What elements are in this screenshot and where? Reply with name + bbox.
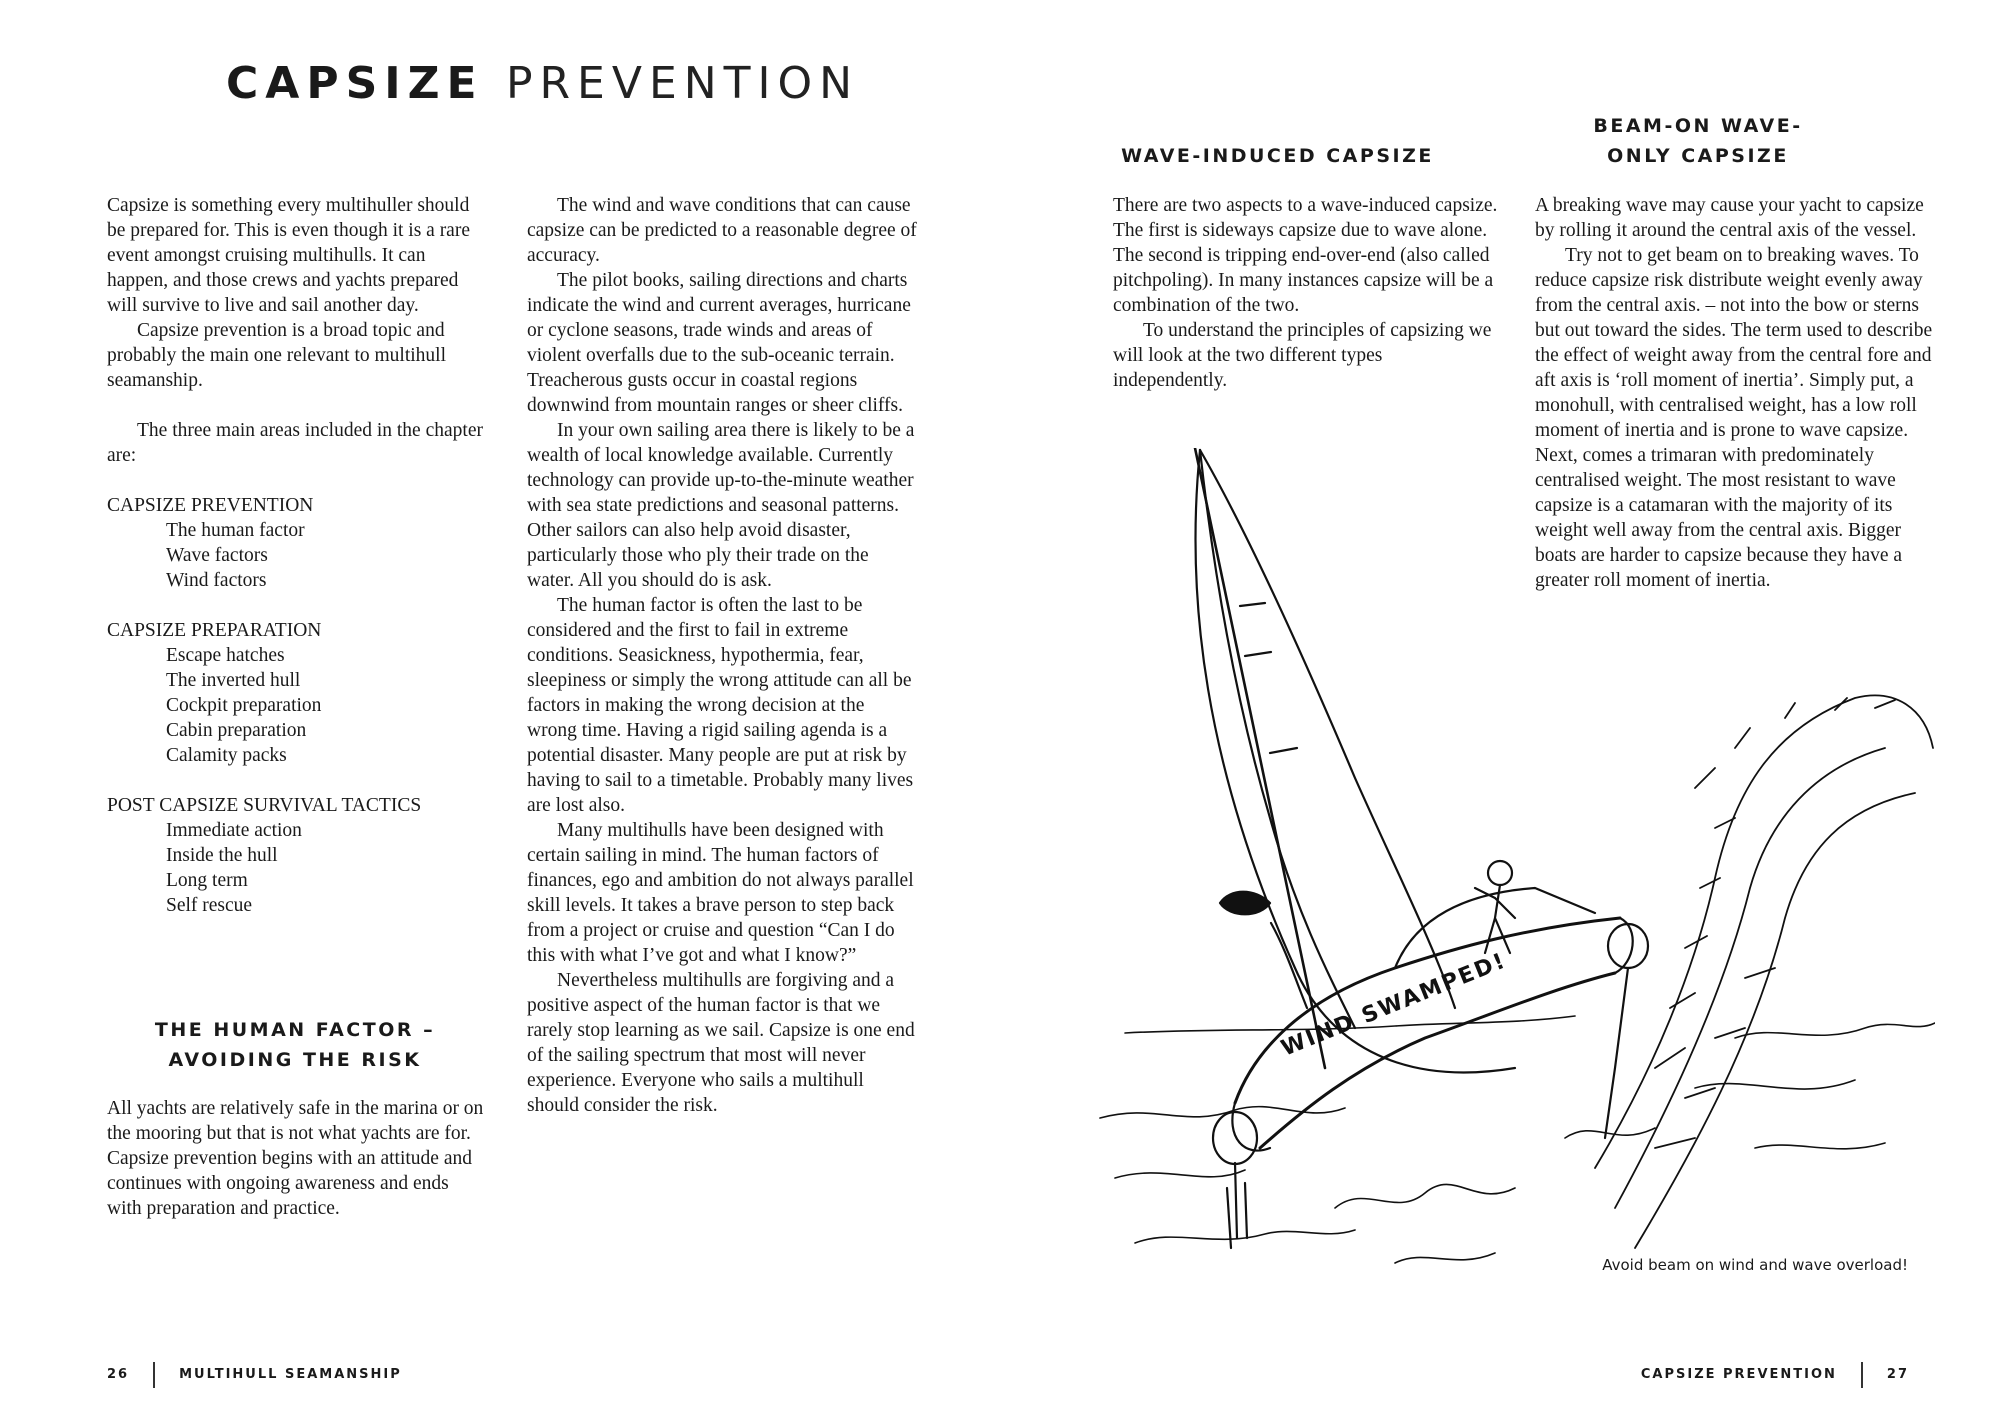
- running-title-left: MULTIHULL SEAMANSHIP: [179, 1367, 402, 1382]
- body-paragraph: A breaking wave may cause your yacht to capsize by rolling it around the central axis of the vessel.: [1535, 195, 1924, 241]
- section-heading-preparation: CAPSIZE PREPARATION: [107, 620, 322, 641]
- footer-right: [1641, 1362, 1909, 1388]
- list-item: Escape hatches: [166, 645, 285, 666]
- beam-on-heading-wrap: [1568, 111, 1828, 171]
- body-paragraph: Nevertheless multihulls are forgiving and a positive aspect of the human factor is that we rarely stop learning as we sail. Capsize is one end of the sailing spectrum that most will never experience. Everyone who sails a multihull should consider the risk.: [527, 970, 915, 1116]
- human-factor-body: [107, 1096, 487, 1221]
- body-paragraph: The wind and wave conditions that can cause capsize can be predicted to a reasonable degree of accuracy.: [527, 195, 917, 266]
- intro-paragraph-3: The three main areas included in the chapter are:: [107, 420, 483, 466]
- list-item: Immediate action: [166, 820, 302, 841]
- left-column-2: [527, 193, 919, 1118]
- list-item: Calamity packs: [166, 745, 287, 766]
- body-paragraph: To understand the principles of capsizing we will look at the two different types independently.: [1113, 320, 1492, 391]
- wave-induced-heading-wrap: [1115, 141, 1440, 171]
- flying-hat: [1220, 892, 1270, 915]
- chapter-title: [226, 58, 860, 109]
- footer-left: [107, 1362, 402, 1388]
- list-item: Cabin preparation: [166, 720, 307, 741]
- breaking-wave: [1595, 695, 1933, 1248]
- sea-lines: [1100, 1016, 1935, 1263]
- list-item: The human factor: [166, 520, 305, 541]
- body-paragraph: There are two aspects to a wave-induced capsize. The first is sideways capsize due to wave alone. The second is tripping end-over-end (also called pitchpoling). In many instances capsize will be a combination of the two.: [1113, 195, 1498, 316]
- beam-on-heading: BEAM-ON WAVE-ONLY CAPSIZE: [1593, 115, 1803, 167]
- wave-induced-heading: WAVE-INDUCED CAPSIZE: [1121, 145, 1434, 167]
- intro-paragraph-1: Capsize is something every multihuller should be prepared for. This is even though it is a rare event amongst cruising multihulls. It can happen, and those crews and yachts prepared will survive to live and sail another day.: [107, 195, 470, 316]
- footer-divider: [153, 1362, 155, 1388]
- intro-paragraph-2: Capsize prevention is a broad topic and probably the main one relevant to multihull seamanship.: [107, 320, 447, 391]
- body-paragraph: The human factor is often the last to be considered and the first to fail in extreme conditions. Seasickness, hypothermia, fear, sleepiness or simply the wrong attitude can all be factors in making the wrong decision at the wrong time. Having a rigid sailing agenda is a potential disaster. Many people are put at risk by having to sail to a timetable. Probably many lives are lost also.: [527, 595, 914, 816]
- illustration-caption: Avoid beam on wind and wave overload!: [1602, 1256, 1908, 1274]
- list-item: Wind factors: [166, 570, 267, 591]
- section-heading-survival: POST CAPSIZE SURVIVAL TACTICS: [107, 795, 422, 816]
- list-item: Wave factors: [166, 545, 268, 566]
- running-title-right: CAPSIZE PREVENTION: [1640, 1367, 1837, 1382]
- list-item: The inverted hull: [166, 670, 301, 691]
- human-factor-heading: THE HUMAN FACTOR – AVOIDING THE RISK: [154, 1019, 436, 1071]
- list-item: Inside the hull: [166, 845, 278, 866]
- list-item: Cockpit preparation: [166, 695, 322, 716]
- human-factor-heading-wrap: [140, 1015, 450, 1075]
- chapter-title-bold: CAPSIZE: [226, 58, 484, 109]
- section-heading-prevention: CAPSIZE PREVENTION: [107, 495, 314, 516]
- footer-divider: [1861, 1362, 1863, 1388]
- page-number-right: 27: [1886, 1367, 1909, 1382]
- body-paragraph: Try not to get beam on to breaking waves. To reduce capsize risk distribute weight evenly away from the central axis. – not into the bow or sterns but out toward the sides. The term used to describe the effect of weight away from the central fore and aft axis is ‘roll moment of inertia’. Simply put, a monohull, with centralised weight, has a low roll moment of inertia and is prone to wave capsize. Next, comes a trimaran with predominately centralised weight. The most resistant to wave capsize is a catamaran with the majority of its weight well away from the central axis. Bigger boats are harder to capsize because they have a greater roll moment of inertia.: [1535, 245, 1933, 591]
- right-column-1: [1113, 193, 1498, 393]
- human-factor-paragraph: All yachts are relatively safe in the marina or on the mooring but that is not what yachts are for. Capsize prevention begins with an attitude and continues with ongoing awareness and ends with preparation and practice.: [107, 1098, 484, 1219]
- catamaran-capsize-illustration: [1095, 448, 1935, 1288]
- list-item: Self rescue: [166, 895, 253, 916]
- body-paragraph: In your own sailing area there is likely to be a wealth of local knowledge available. Currently technology can provide up-to-the-minute weather with sea state predictions and seasonal patterns. Other sailors can also help avoid disaster, particularly those who ply their trade on the water. All you should do is ask.: [527, 420, 915, 591]
- left-column-1: [107, 193, 487, 918]
- hull: [1213, 888, 1648, 1248]
- page-number-left: 26: [107, 1367, 130, 1382]
- hull-text: WIND SWAMPED!: [1277, 948, 1511, 1062]
- body-paragraph: The pilot books, sailing directions and charts indicate the wind and current averages, hurricane or cyclone seasons, trade winds and areas of violent overfalls due to the sub-oceanic terrain. Treacherous gusts occur in coastal regions downwind from mountain ranges or sheer cliffs.: [527, 270, 911, 416]
- body-paragraph: Many multihulls have been designed with certain sailing in mind. The human factors of finances, ego and ambition do not always parallel skill levels. It takes a brave person to step back from a project or cruise and question “Can I do this with what I’ve got and what I know?”: [527, 820, 914, 966]
- list-item: Long term: [166, 870, 248, 891]
- mast: [1195, 448, 1325, 1068]
- chapter-title-light: PREVENTION: [505, 58, 860, 109]
